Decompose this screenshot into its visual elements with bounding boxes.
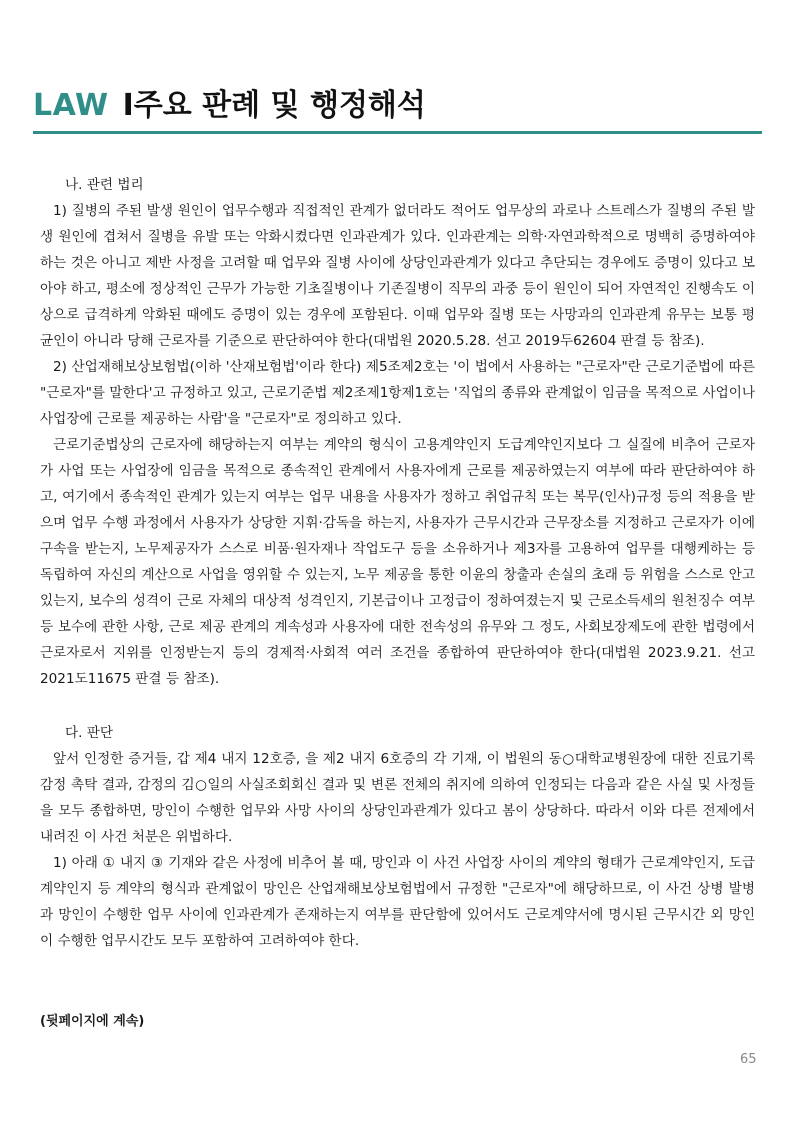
section-label: LAW: [33, 88, 109, 123]
document-body: [40, 172, 755, 954]
page-title: Ⅰ주요 판례 및 행정해석: [122, 88, 426, 123]
paragraph-4: 앞서 인정한 증거들, 갑 제4 내지 12호증, 을 제2 내지 6호증의 각 기재, 이 법원의 동○대학교병원장에 대한 진료기록감정 촉탁 결과, 감정의 김○일의 사실조회회신 결과 및 변론 전체의 취지에 의하여 인정되는 다음과 같은 사실 및 사정들을 모두 종합하면, 망인이 수행한 업무와 사망 사이의 상당인과관계가 있다고 봄이 상당하다. 따라서 이와 다른 전제에서 내려진 이 사건 처분은 위법하다.: [40, 751, 755, 845]
paragraph-2: 2) 산업재해보상보험법(이하 '산재보험법'이라 한다) 제5조제2호는 '이 법에서 사용하는 "근로자"란 근로기준법에 따른 "근로자"를 말한다'고 규정하고 있고, 근로기준법 제2조제1항제1호는 '직업의 종류와 관계없이 임금을 목적으로 사업이나 사업장에 근로를 제공하는 사람'을 "근로자"로 정의하고 있다.: [40, 359, 755, 427]
page-header: [33, 86, 426, 126]
section-heading-da: 다. 판단: [65, 725, 114, 741]
paragraph-1: 1) 질병의 주된 발생 원인이 업무수행과 직접적인 관계가 없더라도 적어도 업무상의 과로나 스트레스가 질병의 주된 발생 원인에 겹쳐서 질병을 유발 또는 악화시켰다면 인과관계가 있다. 인과관계는 의학·자연과학적으로 명백히 증명하여야 하는 것은 아니고 제반 사정을 고려할 때 업무와 질병 사이에 상당인과관계가 있다고 추단되는 경우에도 증명이 있다고 보아야 하고, 평소에 정상적인 근무가 가능한 기초질병이나 기존질병이 직무의 과중 등이 원인이 되어 자연적인 진행속도 이상으로 급격하게 악화된 때에도 증명이 있는 경우에 포함된다. 이때 업무와 질병 또는 사망과의 인과관계 유무는 보통 평균인이 아니라 당해 근로자를 기준으로 판단하여야 한다(대법원 2020.5.28. 선고 2019두62604 판결 등 참조).: [40, 203, 755, 349]
continued-note: (뒷페이지에 계속): [40, 1014, 145, 1029]
paragraph-5: 1) 아래 ① 내지 ③ 기재와 같은 사정에 비추어 볼 때, 망인과 이 사건 사업장 사이의 계약의 형태가 근로계약인지, 도급계약인지 등 계약의 형식과 관계없이 망인은 산업재해보상보험법에서 규정한 "근로자"에 해당하므로, 이 사건 상병 발병과 망인이 수행한 업무 사이에 인과관계가 존재하는지 여부를 판단함에 있어서도 근로계약서에 명시된 근무시간 외 망인이 수행한 업무시간도 모두 포함하여 고려하여야 한다.: [40, 855, 756, 949]
section-gap: [40, 692, 755, 720]
header-divider: [33, 131, 762, 134]
section-heading-na: 나. 관련 법리: [65, 177, 144, 193]
page-number: 65: [740, 1052, 757, 1067]
paragraph-3: 근로기준법상의 근로자에 해당하는지 여부는 계약의 형식이 고용계약인지 도급계약인지보다 그 실질에 비추어 근로자가 사업 또는 사업장에 임금을 목적으로 종속적인 관계에서 사용자에게 근로를 제공하였는지 여부에 따라 판단하여야 하고, 여기에서 종속적인 관계가 있는지 여부는 업무 내용을 사용자가 정하고 취업규칙 또는 복무(인사)규정 등의 적용을 받으며 업무 수행 과정에서 사용자가 상당한 지휘·감독을 하는지, 사용자가 근무시간과 근무장소를 지정하고 근로자가 이에 구속을 받는지, 노무제공자가 스스로 비품·원자재나 작업도구 등을 소유하거나 제3자를 고용하여 업무를 대행케하는 등 독립하여 자신의 계산으로 사업을 영위할 수 있는지, 노무 제공을 통한 이윤의 창출과 손실의 초래 등 위험을 스스로 안고 있는지, 보수의 성격이 근로 자체의 대상적 성격인지, 기본급이나 고정급이 정하여졌는지 및 근로소득세의 원천징수 여부 등 보수에 관한 사항, 근로 제공 관계의 계속성과 사용자에 대한 전속성의 유무와 그 정도, 사회보장제도에 관한 법령에서 근로자로서 지위를 인정받는지 등의 경제적·사회적 여러 조건을 종합하여 판단하여야 한다(대법원 2023.9.21. 선고 2021도11675 판결 등 참조).: [40, 437, 755, 687]
